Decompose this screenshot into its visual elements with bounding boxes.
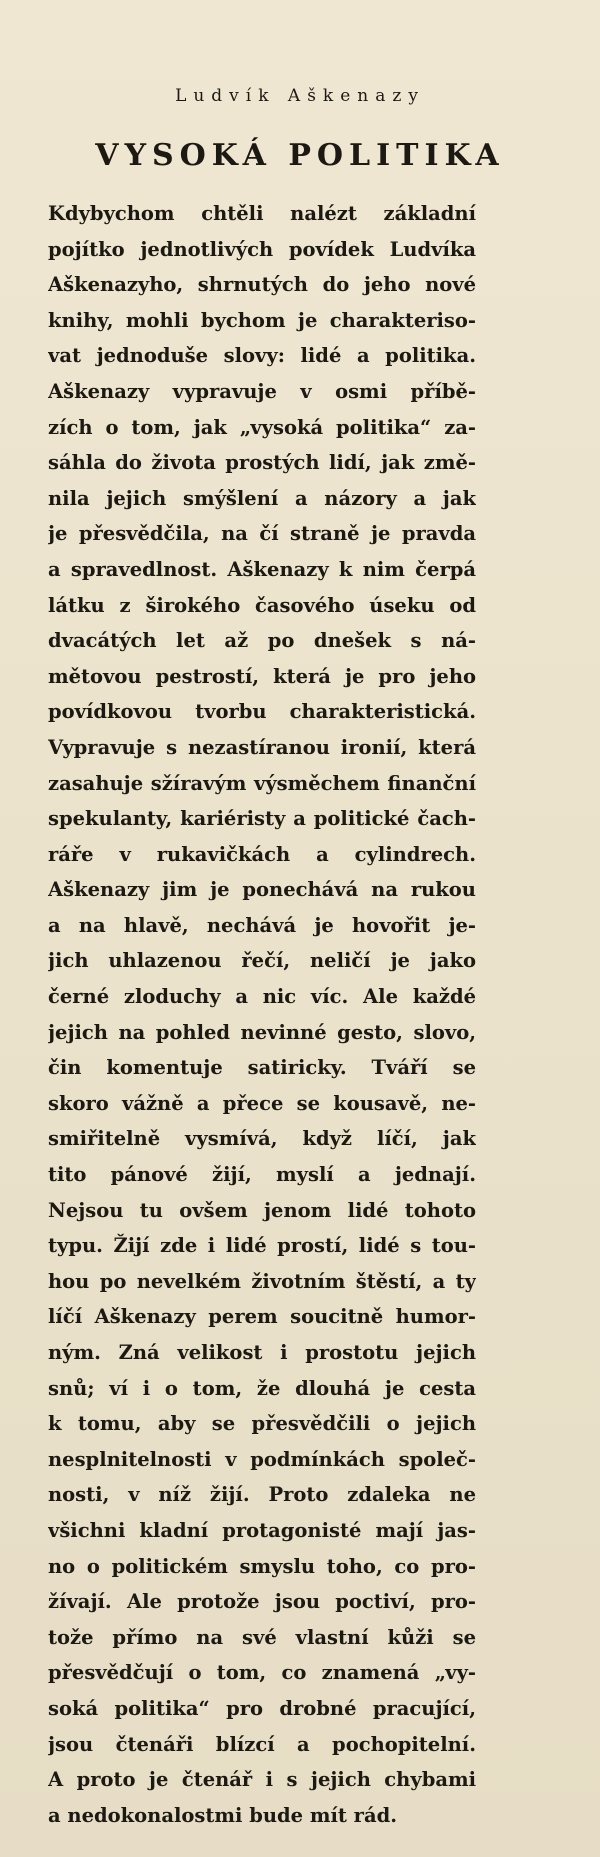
blurb-line: je přesvědčila, na čí straně je pravda [48, 522, 476, 546]
blurb-line: jsou čtenáři blízcí a pochopitelní. [48, 1732, 476, 1756]
blurb-line: nosti, v níž žijí. Proto zdaleka ne [48, 1483, 476, 1507]
blurb-line: mětovou pestrostí, která je pro jeho [48, 664, 476, 688]
blurb-line: čin komentuje satiricky. Tváří se [48, 1056, 476, 1080]
blurb-line: líčí Aškenazy perem soucitně humor- [48, 1305, 476, 1329]
blurb-line: k tomu, aby se přesvědčili o jejich [48, 1412, 476, 1436]
blurb-line: žívají. Ale protože jsou poctiví, pro- [48, 1590, 476, 1614]
blurb-line: Aškenazy vypravuje v osmi příbě- [48, 379, 476, 403]
blurb-line: vat jednoduše slovy: lidé a politika. [48, 344, 476, 368]
blurb-line: černé zloduchy a nic víc. Ale každé [48, 985, 476, 1009]
author-name: Ludvík Aškenazy [175, 86, 425, 106]
blurb-line: typu. Žijí zde i lidé prostí, lidé s tou- [48, 1234, 476, 1258]
blurb-line: jich uhlazenou řečí, neličí je jako [48, 949, 476, 973]
blurb-line: tito pánové žijí, myslí a jednají. [48, 1163, 476, 1187]
blurb-line: Aškenazy jim je ponechává na rukou [48, 878, 476, 902]
blurb-line: snů; ví i o tom, že dlouhá je cesta [48, 1376, 476, 1400]
blurb-line: hou po nevelkém životním štěstí, a ty [48, 1269, 476, 1293]
blurb-line: skoro vážně a přece se kousavě, ne- [48, 1091, 476, 1115]
blurb-line: zích o tom, jak „vysoká politika“ za- [48, 415, 476, 439]
blurb-line: a na hlavě, nechává je hovořit je- [48, 913, 476, 937]
blurb-line: nesplnitelnosti v podmínkách společ- [48, 1447, 476, 1471]
blurb-line: a nedokonalostmi bude mít rád. [48, 1803, 398, 1827]
blurb-line: tože přímo na své vlastní kůži se [48, 1625, 476, 1649]
blurb-line: no o politickém smyslu toho, co pro- [48, 1554, 476, 1578]
blurb-line: ným. Zná velikost i prostotu jejich [48, 1341, 476, 1364]
blurb-line: soká politika“ pro drobné pracující, [48, 1696, 476, 1720]
blurb-line: jejich na pohled nevinné gesto, slovo, [48, 1020, 476, 1044]
blurb-line: Vypravuje s nezastíranou ironií, která [48, 735, 476, 759]
blurb-line: Nejsou tu ovšem jenom lidé tohoto [48, 1198, 476, 1222]
blurb-line: zasahuje sžíravým výsměchem finanční [48, 771, 476, 795]
blurb-line: pojítko jednotlivých povídek Ludvíka [48, 237, 476, 261]
blurb-line: povídkovou tvorbu charakteristická. [48, 700, 476, 724]
blurb-line: všichni kladní protagonisté mají jas- [48, 1518, 476, 1542]
blurb-line: sáhla do života prostých lidí, jak změ- [48, 451, 476, 475]
blurb-line: látku z širokého časového úseku od [48, 593, 476, 617]
blurb-line: knihy, mohli bychom je charakteriso- [48, 308, 476, 332]
blurb-line: a spravedlnost. Aškenazy k nim čerpá [48, 557, 476, 581]
blurb-line: spekulanty, kariéristy a politické čach- [48, 807, 476, 831]
blurb-line: dvacátých let až po dnešek s ná- [48, 629, 476, 653]
blurb-line: přesvědčují o tom, co znamená „vy- [48, 1661, 476, 1685]
book-title: VYSOKÁ POLITIKA [95, 138, 505, 173]
blurb-line: ráře v rukavičkách a cylindrech. [48, 842, 476, 866]
blurb-text [48, 196, 476, 1833]
blurb-line: Kdybychom chtěli nalézt základní [48, 202, 476, 225]
blurb-line: Aškenazyho, shrnutých do jeho nové [48, 273, 476, 297]
blurb-line: nila jejich smýšlení a názory a jak [48, 486, 476, 510]
blurb-line: A proto je čtenář i s jejich chybami [48, 1768, 476, 1792]
blurb-line: smiřitelně vysmívá, když líčí, jak [48, 1127, 476, 1151]
